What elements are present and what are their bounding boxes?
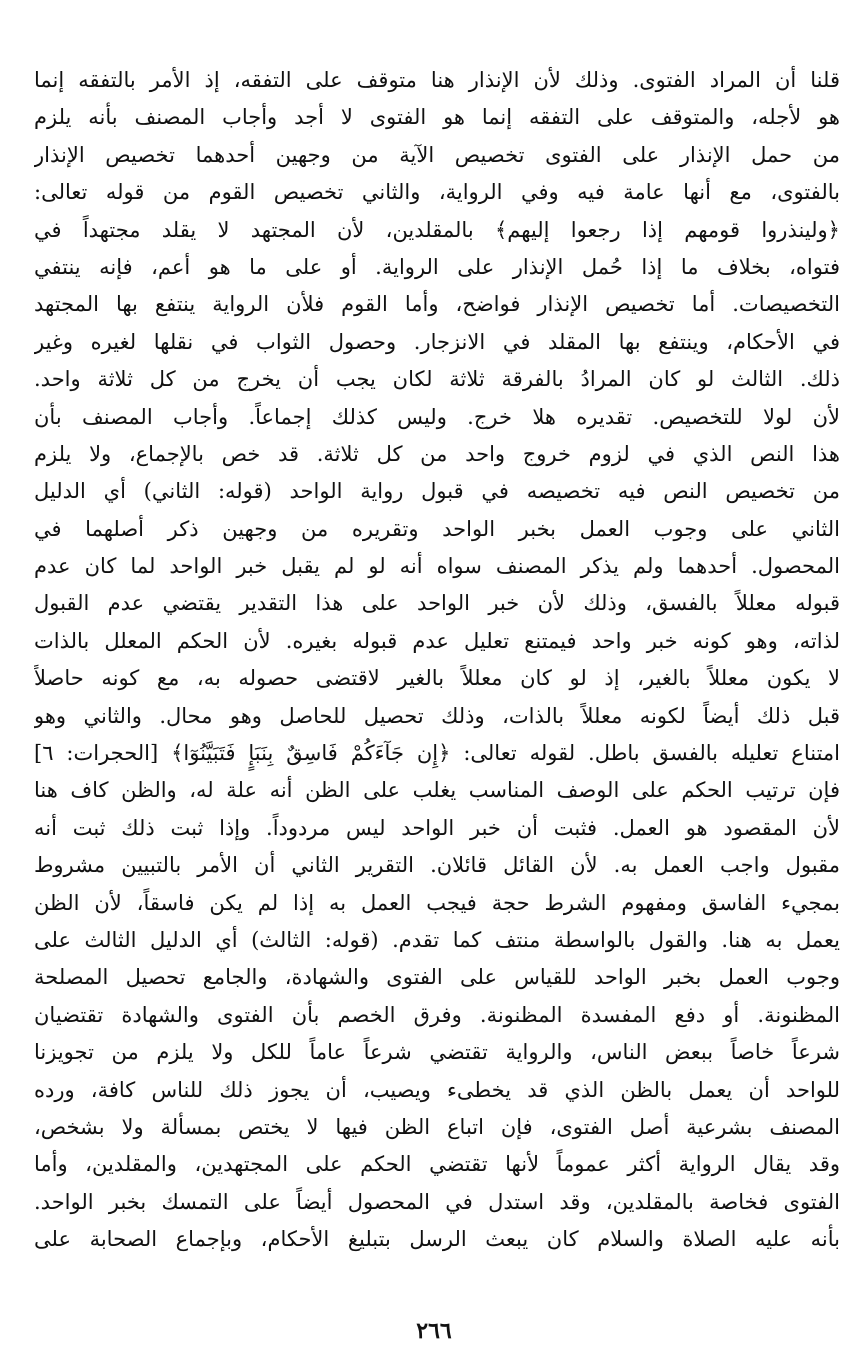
body-text (34, 62, 840, 1259)
page-number: ٢٦٦ (416, 1318, 452, 1344)
text-line: الفتوى فخاصة بالمقلدين، وقد استدل في المحصول أيضاً على التمسك بخبر الواحد. (34, 1189, 840, 1214)
text-line: المصنف بشرعية أصل الفتوى، فإن اتباع الظن فيها لا يختص بمسألة ولا بشخص، (34, 1114, 840, 1139)
text-line: وجوب العمل بخبر الواحد للقياس على الفتوى والشهادة، والجامع تحصيل المصلحة (34, 965, 840, 990)
text-line: بالفتوى، مع أنها عامة فيه وفي الرواية، والثاني تخصيص القوم من قوله تعالى: (34, 180, 840, 205)
text-line: المظنونة. أو دفع المفسدة المظنونة. وفرق الخصم بأن الفتوى والشهادة تقتضيان (34, 1002, 840, 1027)
text-line: المحصول. أحدهما ولم يذكر المصنف سواه أنه لو لم يقبل خبر الواحد لما كان عدم (34, 554, 840, 579)
text-line: فتواه، بخلاف ما إذا حُمل الإنذار على الرواية. أو على ما هو أعم، فإنه ينتفي (34, 254, 840, 279)
text-line: بمجيء الفاسق ومفهوم الشرط حجة فيجب العمل به إذا لم يكن فاسقاً، لأن الظن (34, 890, 840, 915)
text-line: مقبول واجب العمل به. لأن القائل قائلان. التقرير الثاني أن الأمر بالتبيين مشروط (34, 853, 840, 878)
text-line: ذلك. الثالث لو كان المرادُ بالفرقة ثلاثة لكان يجب أن يخرج من كل ثلاثة واحد. (34, 367, 840, 392)
text-line: ﴿ولينذروا قومهم إذا رجعوا إليهم﴾ بالمقلدين، لأن المجتهد لا يقلد مجتهداً في (34, 217, 840, 242)
text-line: بأنه عليه الصلاة والسلام كان يبعث الرسل بتبليغ الأحكام، وبإجماع الصحابة على (34, 1227, 840, 1252)
text-line: شرعاً خاصاً ببعض الناس، والرواية تقتضي شرعاً عاماً للكل ولا يلزم من تجويزنا (34, 1040, 840, 1065)
text-line: امتناع تعليله بالفسق باطل. لقوله تعالى: ﴿إِن جَآءَكُمْ فَاسِقٌ بِنَبَإٍ فَتَبَيَّنُوٓا﴾ [الحجرات: ٦] (34, 741, 840, 766)
text-line: من تخصيص النص فيه تخصيصه في قبول رواية الواحد (قوله: الثاني) أي الدليل (34, 479, 840, 504)
text-line: لأن المقصود هو العمل. فثبت أن خبر الواحد ليس مردوداً. وإذا ثبت ذلك ثبت أنه (34, 815, 840, 840)
text-line: هذا النص الذي في لزوم خروج واحد من كل ثلاثة. قد خص بالإجماع، ولا يلزم (34, 441, 840, 466)
text-line: قبل ذلك أيضاً لكونه معللاً بالذات، وذلك تحصيل للحاصل وهو محال. والثاني وهو (34, 703, 840, 728)
text-line: في الأحكام، وينتفع بها المقلد في الانزجار. وحصول الثواب في نقلها لغيره وغير (34, 329, 840, 354)
text-line: لأن لولا للتخصيص. تقديره هلا خرج. وليس كذلك إجماعاً. وأجاب المصنف بأن (34, 404, 840, 429)
text-line: لذاته، وهو كونه خبر واحد فيمتنع تعليل عدم قبوله بغيره. لأن الحكم المعلل بالذات (34, 628, 840, 653)
text-line: يعمل به هنا. والقول بالواسطة منتف كما تقدم. (قوله: الثالث) أي الدليل الثالث على (34, 927, 840, 952)
text-line: هو لأجله، والمتوقف على التفقه إنما هو الفتوى لا أجد وأجاب المصنف بأنه يلزم (34, 105, 840, 130)
text-line: من حمل الإنذار على الفتوى تخصيص الآية من وجهين أحدهما تخصيص الإنذار (34, 142, 840, 167)
text-line: قلنا أن المراد الفتوى. وذلك لأن الإنذار هنا متوقف على التفقه، إذ الأمر بالتفقه إنما (34, 68, 840, 92)
text-line: لا يكون معللاً بالغير، إذ لو كان معللاً بالغير لاقتضى حصوله به، مع كونه حاصلاً (34, 666, 840, 691)
text-line: وقد يقال الرواية أكثر عموماً لأنها تقتضي الحكم على المجتهدين، والمقلدين، وأما (34, 1152, 840, 1177)
text-line: فإن ترتيب الحكم على الوصف المناسب يغلب على الظن أنه علة له، والظن كاف هنا (34, 778, 840, 803)
text-line: قبوله معللاً بالفسق، وذلك لأن خبر الواحد على هذا التقدير يقتضي عدم القبول (34, 591, 840, 616)
text-line: الثاني على وجوب العمل بخبر الواحد وتقريره من وجهين ذكر أصلهما في (34, 516, 840, 541)
text-line: التخصيصات. أما تخصيص الإنذار فواضح، وأما القوم فلأن الرواية ينتفع بها المجتهد (34, 292, 840, 317)
text-line: للواحد أن يعمل بالظن الذي قد يخطىء ويصيب، أن يجوز ذلك للناس كافة، ورده (34, 1077, 840, 1102)
